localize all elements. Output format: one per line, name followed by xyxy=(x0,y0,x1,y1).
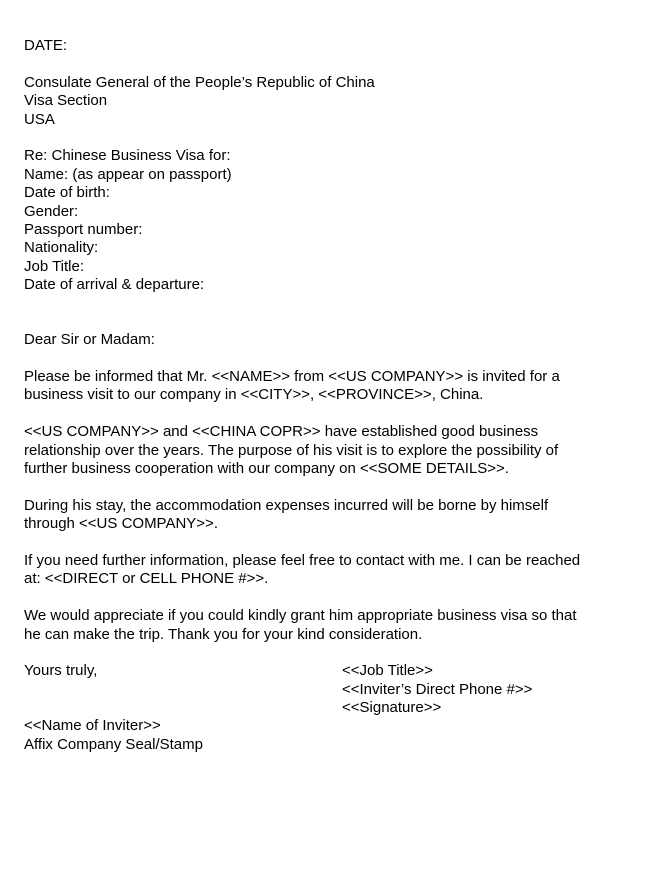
spacer xyxy=(24,644,624,662)
spacer xyxy=(24,478,624,496)
re-subject: Re: Chinese Business Visa for: xyxy=(24,147,231,165)
paragraph-line: business visit to our company in <<CITY>>, <<PROVINCE>>, China. xyxy=(24,386,484,404)
paragraph-request xyxy=(24,607,624,644)
paragraph-line: at: <<DIRECT or CELL PHONE #>>. xyxy=(24,570,269,588)
paragraph-relationship xyxy=(24,423,624,478)
re-passport-number: Passport number: xyxy=(24,220,143,238)
signature-job-title: <<Job Title>> xyxy=(342,662,433,680)
re-job-title: Job Title: xyxy=(24,257,85,275)
recipient-line-country: USA xyxy=(24,110,55,128)
spacer xyxy=(24,405,624,423)
spacer xyxy=(24,589,624,607)
salutation: Dear Sir or Madam: xyxy=(24,331,155,349)
paragraph-line: During his stay, the accommodation expenses incurred will be borne by himself xyxy=(24,496,549,514)
paragraph-invitation xyxy=(24,368,624,405)
paragraph-line: If you need further information, please feel free to contact with me. I can be reached xyxy=(24,551,581,569)
recipient-address xyxy=(24,74,624,129)
re-name: Name: (as appear on passport) xyxy=(24,165,232,183)
paragraph-line: Please be informed that Mr. <<NAME>> from <<US COMPANY>> is invited for a xyxy=(24,368,560,386)
paragraph-line: We would appreciate if you could kindly grant him appropriate business visa so that xyxy=(24,607,577,625)
re-arrival-departure: Date of arrival & departure: xyxy=(24,276,205,294)
recipient-line-section: Visa Section xyxy=(24,92,108,110)
signature-details xyxy=(342,662,532,717)
closing-yours-truly: Yours truly, xyxy=(24,662,98,680)
re-block xyxy=(24,147,624,294)
company-seal-note: Affix Company Seal/Stamp xyxy=(24,735,203,753)
spacer xyxy=(24,294,624,331)
signature-placeholder: <<Signature>> xyxy=(342,699,442,717)
re-date-of-birth: Date of birth: xyxy=(24,184,110,202)
paragraph-line: <<US COMPANY>> and <<CHINA COPR>> have established good business xyxy=(24,423,539,441)
spacer xyxy=(24,55,624,73)
letter-page xyxy=(24,37,624,754)
spacer xyxy=(24,350,624,368)
date-label: DATE: xyxy=(24,37,68,54)
inviter-name: <<Name of Inviter>> xyxy=(24,717,161,735)
spacer xyxy=(24,129,624,147)
paragraph-line: through <<US COMPANY>>. xyxy=(24,515,218,533)
re-gender: Gender: xyxy=(24,202,79,220)
signature-block xyxy=(24,662,624,717)
recipient-line-consulate: Consulate General of the People’s Republic of China xyxy=(24,73,375,91)
paragraph-line: he can make the trip. Thank you for your kind consideration. xyxy=(24,625,423,643)
paragraph-line: further business cooperation with our company on <<SOME DETAILS>>. xyxy=(24,460,509,477)
paragraph-line: relationship over the years. The purpose of his visit is to explore the possibility of xyxy=(24,441,559,459)
re-nationality: Nationality: xyxy=(24,239,99,257)
spacer xyxy=(24,534,624,552)
signature-phone: <<Inviter’s Direct Phone #>> xyxy=(342,680,533,698)
paragraph-contact xyxy=(24,552,624,589)
paragraph-expenses xyxy=(24,497,624,534)
